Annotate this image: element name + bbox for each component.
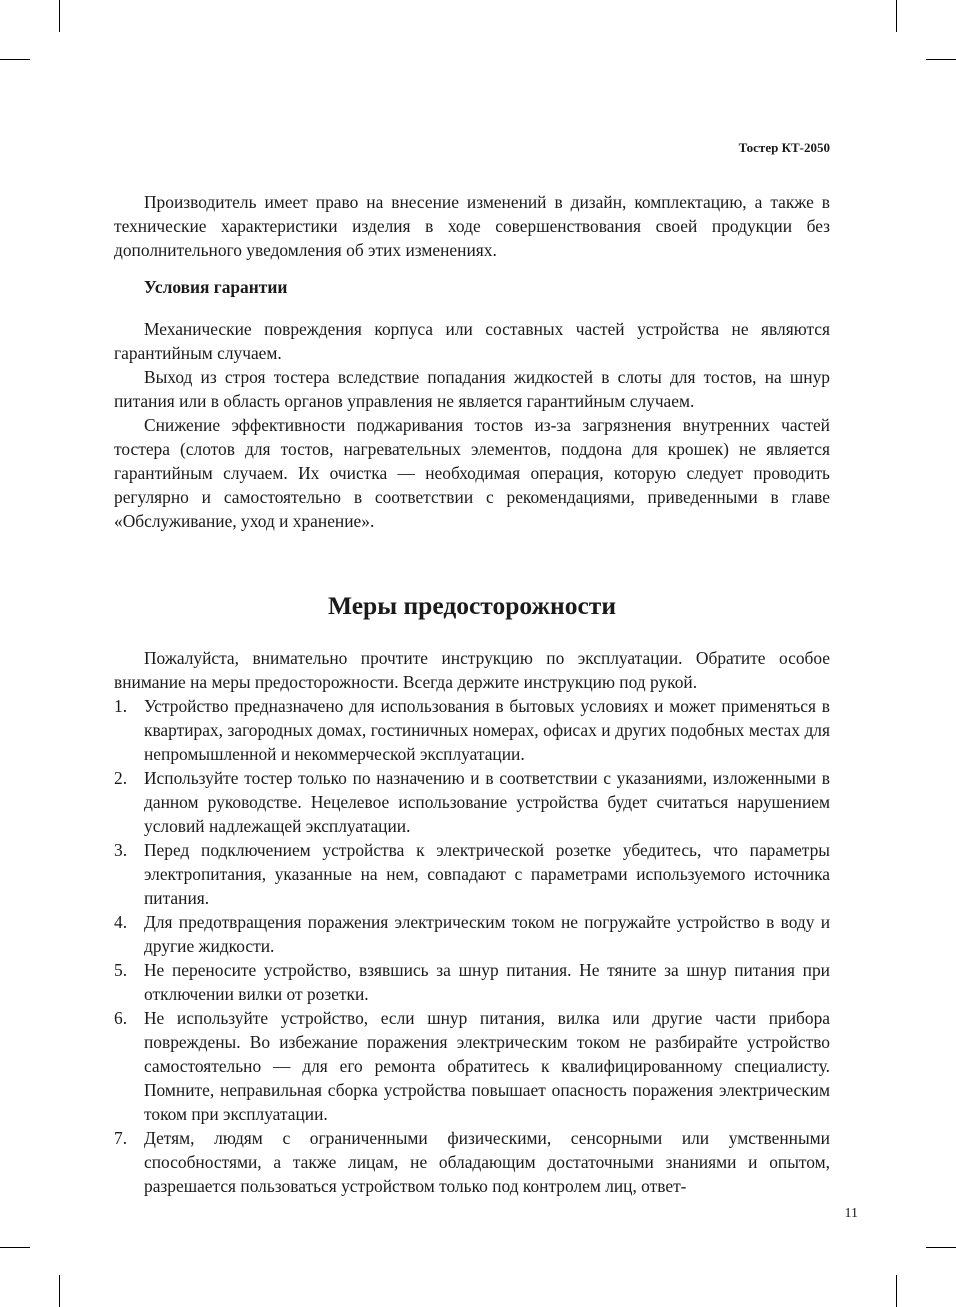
crop-mark — [896, 0, 897, 32]
crop-mark — [0, 1247, 30, 1248]
warranty-section — [114, 275, 830, 533]
list-item — [114, 910, 830, 958]
warranty-paragraph: Снижение эффективности поджаривания тостов из-за загрязнения внутренних частей тостера (слотов для тостов, нагревательных элементов, поддона для крошек) не является гарантийным случаем. Их очистка — необходимая операция, которую следует проводить регулярно и самостоятельно в соответствии с рекомендациями, приведенными в главе «Обслуживание, уход и хранение». — [114, 415, 830, 531]
crop-mark — [59, 1275, 60, 1307]
precautions-intro: Пожалуйста, внимательно прочтите инструкцию по эксплуатации. Обратите особое внимание на меры предосторожности. Всегда держите инструкцию под рукой. — [114, 648, 830, 692]
crop-mark — [926, 59, 956, 60]
list-number: 3. — [114, 840, 128, 860]
list-item — [114, 694, 830, 766]
crop-mark — [59, 0, 60, 32]
running-header: Тостер КТ-2050 — [738, 140, 830, 155]
warranty-heading: Условия гарантии — [144, 277, 288, 297]
list-number: 6. — [114, 1008, 128, 1028]
list-number: 4. — [114, 912, 128, 932]
list-text: Перед подключением устройства к электрической розетке убедитесь, что параметры электропитания, указанные на нем, совпадают с параметрами используемого источника питания. — [144, 840, 830, 908]
list-text: Для предотвращения поражения электрическим током не погружайте устройство в воду и другие жидкости. — [144, 912, 830, 956]
crop-mark — [896, 1275, 897, 1307]
list-item — [114, 958, 830, 1006]
list-item — [114, 1126, 830, 1198]
warranty-paragraph: Механические повреждения корпуса или составных частей устройства не являются гарантийным случаем. — [114, 319, 830, 363]
precautions-list — [114, 694, 830, 1198]
list-number: 2. — [114, 768, 128, 788]
list-item — [114, 766, 830, 838]
section-title: Меры предосторожности — [327, 591, 617, 620]
list-number: 7. — [114, 1128, 128, 1148]
list-item — [114, 838, 830, 910]
list-text: Не используйте устройство, если шнур питания, вилка или другие части прибора повреждены. Во избежание поражения электрическим током не разбирайте устройство самостоятельно — для его ремонта обратитесь к квалифицированному специалисту. Помните, неправильная сборка устройства повышает опасность поражения электрическим током при эксплуатации. — [144, 1008, 830, 1124]
list-text: Используйте тостер только по назначению и в соответствии с указаниями, изложенными в данном руководстве. Нецелевое использование устройства будет считаться нарушением условий надлежащей эксплуатации. — [144, 768, 830, 836]
list-item — [114, 1006, 830, 1126]
page-number: 11 — [844, 1206, 858, 1221]
precautions-section — [114, 646, 830, 1198]
crop-mark — [0, 59, 30, 60]
list-text: Устройство предназначено для использования в бытовых условиях и может применяться в квартирах, загородных домах, гостиничных номерах, офисах и других подобных местах для непромышленной и некоммерческой эксплуатации. — [144, 696, 830, 764]
intro-paragraph: Производитель имеет право на внесение изменений в дизайн, комплектацию, а также в технические характеристики изделия в ходе совершенствования своей продукции без дополнительного уведомления об этих изменениях. — [114, 192, 830, 260]
list-number: 5. — [114, 960, 128, 980]
intro-section — [114, 190, 830, 262]
list-number: 1. — [114, 696, 128, 716]
crop-mark — [926, 1247, 956, 1248]
list-text: Детям, людям с ограниченными физическими, сенсорными или умственными способностями, а также лицам, не обладающим достаточными знаниями и опытом, разрешается пользоваться устройством только под контролем лиц, ответ- — [144, 1128, 830, 1196]
list-text: Не переносите устройство, взявшись за шнур питания. Не тяните за шнур питания при отключении вилки от розетки. — [144, 960, 830, 1004]
warranty-paragraph: Выход из строя тостера вследствие попадания жидкостей в слоты для тостов, на шнур питания или в область органов управления не является гарантийным случаем. — [114, 367, 830, 411]
